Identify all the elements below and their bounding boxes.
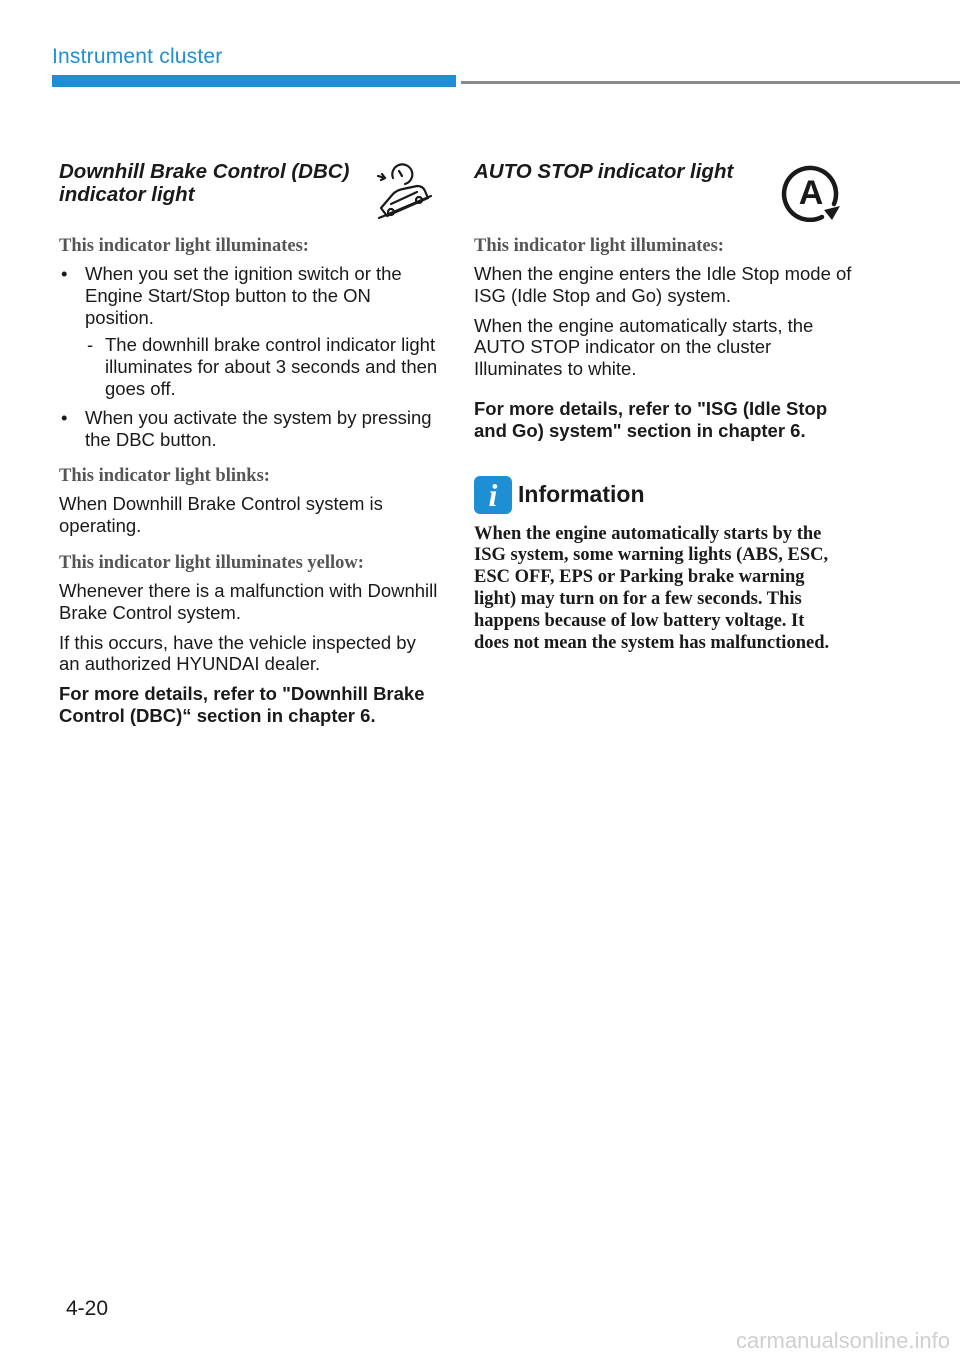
auto-stop-text-2: When the engine automatically starts, the AUTO STOP indicator on the cluster Illuminates to white. <box>474 314 814 380</box>
right-column <box>474 158 854 654</box>
auto-stop-sub-illuminates: This indicator light illuminates: <box>474 236 724 256</box>
list-item <box>59 407 439 451</box>
list-item <box>59 263 439 400</box>
header-rule-blue <box>52 75 456 87</box>
dbc-heading-row <box>59 158 439 230</box>
dbc-reference: For more details, refer to "Downhill Brake Control (DBC)“ section in chapter 6. <box>59 683 425 726</box>
dbc-downhill-car-icon <box>373 158 435 220</box>
bullet-text: When you activate the system by pressing the DBC button. <box>85 406 432 450</box>
dbc-sub-blinks: This indicator light blinks: <box>59 466 270 487</box>
auto-stop-text-1: When the engine enters the Idle Stop mode of ISG (Idle Stop and Go) system. <box>474 263 852 306</box>
auto-stop-a-icon <box>776 160 846 222</box>
dbc-sub-yellow: This indicator light illuminates yellow: <box>59 552 364 573</box>
dbc-yellow-text-1: Whenever there is a malfunction with Downhill Brake Control system. <box>59 579 438 623</box>
dbc-yellow-text-2: If this occurs, have the vehicle inspected by an authorized HYUNDAI dealer. <box>59 631 416 675</box>
section-title: Instrument cluster <box>52 45 223 68</box>
dbc-blinks-text: When Downhill Brake Control system is operating. <box>59 493 383 537</box>
dbc-heading-line2: indicator light <box>59 183 195 206</box>
information-heading <box>474 476 854 514</box>
auto-stop-reference: For more details, refer to "ISG (Idle Stop and Go) system" section in chapter 6. <box>474 397 828 441</box>
left-column <box>59 158 439 735</box>
page-number: 4-20 <box>66 1297 109 1320</box>
auto-stop-icon-letter: A <box>798 174 824 212</box>
list-item <box>85 334 439 399</box>
information-body: When the engine automatically starts by the ISG system, some warning lights (ABS, ESC, ESC OFF, EPS or Parking brake warning light) may turn on for a few seconds. This happens because of low battery voltage. It does not mean the system has malfunctioned. <box>474 523 830 653</box>
header-rule-gray <box>461 81 960 84</box>
bullet-text: When you set the ignition switch or the Engine Start/Stop button to the ON position. <box>85 263 402 328</box>
information-icon: i <box>474 476 512 514</box>
watermark: carmanualsonline.info <box>735 1328 950 1353</box>
dbc-illuminate-list <box>59 263 439 450</box>
dash-list <box>85 334 439 399</box>
dbc-sub-illuminates: This indicator light illuminates: <box>59 236 309 256</box>
auto-stop-heading-row <box>474 158 854 230</box>
dbc-heading-line1: Downhill Brake Control (DBC) <box>59 160 350 183</box>
dash-text: The downhill brake control indicator light illuminates for about 3 seconds and then goes off. <box>105 334 438 399</box>
auto-stop-heading: AUTO STOP indicator light <box>474 160 734 183</box>
information-title: Information <box>518 481 645 508</box>
